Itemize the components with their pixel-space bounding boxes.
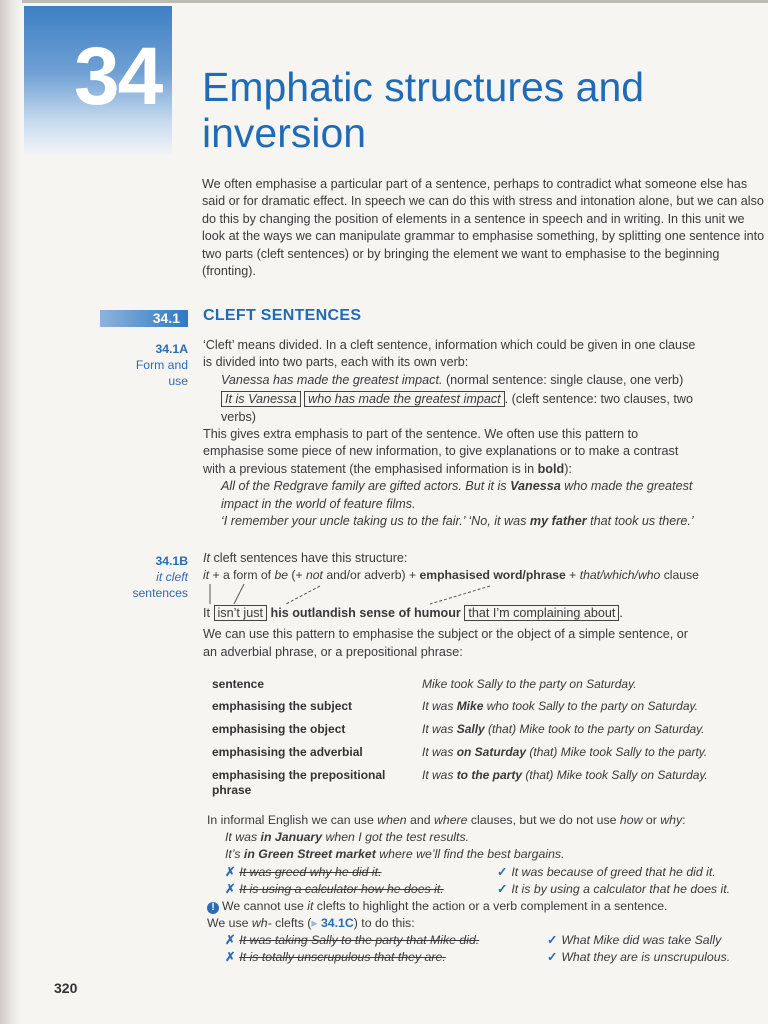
sidebar-34-1a	[118, 341, 188, 389]
right-example	[497, 864, 716, 881]
text-span: or	[642, 813, 661, 827]
subsection-number: 34.1B	[155, 554, 188, 568]
top-rule	[0, 0, 768, 3]
text-line: We can use this pattern to emphasise the subject or the object of a simple sentence, or	[203, 627, 688, 642]
informal-english-section	[207, 812, 768, 966]
subsection-number: 34.1A	[155, 342, 188, 356]
text-line	[203, 426, 768, 443]
wrong-example	[225, 864, 381, 881]
text-line	[203, 443, 768, 460]
text-span: clause	[660, 568, 699, 583]
row-example: Mike took Sally to the party on Saturday.	[422, 677, 637, 691]
example-text: Vanessa has made the greatest impact.	[221, 372, 443, 387]
text-span: where	[433, 813, 468, 827]
text-span: In informal English we can use	[207, 813, 378, 827]
subsection-label: sentences	[132, 586, 188, 600]
sidebar-34-1b	[118, 553, 188, 601]
text-span: It’s	[225, 847, 244, 862]
row-label	[212, 768, 412, 798]
example-pair	[207, 949, 768, 966]
cross-icon: ✗	[225, 881, 236, 896]
warning-icon: !	[207, 902, 219, 914]
row-label: emphasising the object	[212, 722, 346, 736]
text-span: and	[406, 813, 434, 827]
example-note: verbs)	[221, 409, 256, 424]
title-line-2: inversion	[202, 110, 367, 156]
example-cleft	[203, 391, 768, 408]
text-span: .	[619, 605, 623, 620]
text-line	[203, 550, 768, 567]
text-span: It was	[422, 722, 457, 736]
cross-reference-arrow-icon: ▸	[311, 915, 321, 930]
example-normal	[203, 372, 768, 389]
text-span: when I got the test results.	[322, 830, 470, 845]
row-label: emphasising the adverbial	[212, 745, 363, 759]
example-redgrave	[203, 478, 768, 495]
section-number-bar	[100, 310, 188, 327]
text-span: that took us there.’	[586, 514, 694, 529]
text-span: It was	[422, 699, 457, 713]
text-span: It was	[422, 768, 457, 782]
cross-icon: ✗	[225, 950, 236, 965]
text-span: emphasise some piece of new information, to give explanations or to make a contrast	[203, 444, 679, 459]
text-line	[207, 915, 768, 932]
boxed-clause: that I’m complaining about	[464, 605, 619, 621]
example-pair	[207, 881, 768, 898]
text-span: who made the greatest	[560, 479, 693, 494]
text-span: It was taking Sally to the party that Mike did.	[239, 933, 480, 948]
text-span: clefts (	[271, 915, 312, 930]
example-pair	[207, 932, 768, 949]
example-january	[207, 829, 768, 846]
text-span: :	[682, 813, 686, 827]
text-span: who took Sally to the party on Saturday.	[483, 699, 698, 713]
bold-text: my father	[529, 514, 587, 529]
page-number: 320	[54, 980, 78, 996]
unit-number-block	[24, 6, 172, 154]
text-span: where we’ll find the best bargains.	[375, 847, 565, 862]
text-span: and/or adverb) +	[322, 568, 420, 583]
text-span: why	[660, 813, 683, 827]
intro-paragraph: We often emphasise a particular part of a sentence, perhaps to contradict what someone else has said or for dramatic effect. In speech we can do this with stress and intonation alone, but we can also do this by changing the position of elements in a sentence in speech and in writing. In this unit we look at the ways we can manipulate grammar to emphasise something, by splitting one sentence into two parts (cleft sentences) or by bringing the element we want to emphasise to the beginning (fronting).	[202, 177, 765, 279]
example-note: . (cleft sentence: two clauses, two	[504, 392, 693, 407]
row-label: emphasising the subject	[212, 699, 353, 713]
text-span: how	[619, 813, 643, 827]
text-span: What Mike did was take Sally	[561, 933, 722, 948]
text-span: wh-	[251, 915, 272, 930]
unit-number: 34	[74, 31, 162, 122]
row-example	[422, 745, 768, 760]
text-span: It was	[422, 745, 457, 759]
text-line: an adverbial phrase, or a prepositional phrase:	[203, 644, 463, 659]
text-span: it	[307, 898, 314, 913]
row-example	[422, 699, 768, 714]
example-uncle	[203, 513, 768, 530]
row-example	[422, 722, 768, 737]
bold-text: Mike	[456, 699, 484, 713]
row-label: sentence	[212, 677, 265, 691]
text-span: What they are is unscrupulous.	[561, 950, 731, 965]
text-span: This gives extra emphasis to part of the sentence. We often use this pattern to	[203, 427, 639, 442]
text-span: (that) Mike took Sally on Saturday.	[522, 768, 708, 782]
text-span: clefts to highlight the action or a verb complement in a sentence.	[313, 898, 668, 913]
text-line	[203, 461, 768, 478]
page-title	[202, 64, 644, 156]
arrow-line	[286, 586, 320, 604]
text-span: It was	[225, 830, 261, 845]
row-example	[422, 768, 768, 783]
text-span: It was greed why he did it.	[239, 864, 382, 879]
section-number: 34.1	[152, 310, 180, 326]
text-line	[207, 812, 768, 829]
right-example	[497, 881, 730, 898]
wrong-example	[225, 949, 446, 966]
text-span: when	[377, 813, 407, 827]
boxed-clause: who has made the greatest impact	[304, 391, 505, 407]
arrow-line	[234, 584, 244, 604]
cleft-definition	[203, 337, 768, 530]
text-span: it	[203, 568, 210, 583]
structure-arrows	[200, 582, 500, 612]
bold-text: Sally	[456, 722, 485, 736]
book-spine-shadow	[0, 0, 22, 1024]
section-title: CLEFT SENTENCES	[203, 307, 362, 324]
text-span: It is using a calculator how he does it.	[239, 881, 444, 896]
subsection-label: it cleft	[156, 570, 188, 584]
text-span: It	[203, 605, 214, 620]
boxed-clause: isn’t just	[214, 605, 268, 621]
text-line: is divided into two parts, each with its own verb:	[203, 355, 469, 370]
text-span: not	[305, 568, 323, 583]
bold-text: emphasised word/phrase	[419, 568, 566, 583]
subsection-label: use	[168, 374, 188, 388]
text-span: +	[565, 568, 580, 583]
text-span: We cannot use	[222, 898, 308, 913]
text-span: ) to do this:	[353, 915, 415, 930]
text-span: It	[203, 551, 210, 565]
text-span: (that) Mike took Sally to the party.	[526, 745, 708, 759]
check-icon: ✓	[547, 933, 558, 948]
wrong-example	[225, 932, 479, 949]
bold-text: Vanessa	[510, 479, 561, 494]
text-span: (+	[288, 568, 306, 583]
bold-text: his outlandish sense of humour	[267, 605, 465, 620]
right-example	[547, 949, 730, 966]
boxed-clause: It is Vanessa	[221, 391, 301, 407]
check-icon: ✓	[547, 950, 558, 965]
cross-icon: ✗	[225, 933, 236, 948]
text-span: phrase	[212, 783, 252, 797]
check-icon: ✓	[497, 864, 508, 879]
example-redgrave-cont: impact in the world of feature films.	[221, 496, 416, 511]
example-pair	[207, 864, 768, 881]
bold-text: in January	[260, 830, 323, 845]
text-span: ‘I remember your uncle taking us to the fair.’ ‘No, it was	[221, 514, 530, 529]
text-span: It is by using a calculator that he does it.	[511, 881, 731, 896]
bold-text: to the party	[456, 768, 523, 782]
text-span: All of the Redgrave family are gifted actors. But it is	[221, 479, 511, 494]
example-note: (normal sentence: single clause, one verb)	[442, 372, 684, 387]
text-span: be	[274, 568, 289, 583]
warning-line	[207, 898, 768, 915]
text-span: It was because of greed that he did it.	[511, 864, 716, 879]
text-span: It is totally unscrupulous that they are.	[239, 950, 446, 965]
check-icon: ✓	[497, 881, 508, 896]
text-span: with a previous statement (the emphasised information is in	[203, 461, 538, 476]
bold-text: on Saturday	[456, 745, 527, 759]
text-span: that/which/who	[579, 568, 661, 583]
subsection-label: Form and	[135, 358, 188, 372]
cross-icon: ✗	[225, 864, 236, 879]
text-span: We use	[207, 915, 252, 930]
text-span: cleft sentences have this structure:	[210, 551, 408, 565]
bold-text: in Green Street market	[243, 847, 376, 862]
text-span: emphasising the prepositional	[212, 768, 386, 782]
cross-reference-link[interactable]: 34.1C	[320, 915, 354, 930]
text-span: ):	[564, 461, 572, 476]
text-span: clauses, but we do not use	[467, 813, 620, 827]
text-line: ‘Cleft’ means divided. In a cleft sentence, information which could be given in one clause	[203, 338, 696, 352]
example-green-street	[207, 846, 768, 863]
bold-text: bold	[537, 461, 565, 476]
right-example	[547, 932, 721, 949]
text-span: (that) Mike took to the party on Saturday.	[484, 722, 705, 736]
arrow-line	[430, 586, 490, 604]
wrong-example	[225, 881, 444, 898]
title-line-1: Emphatic structures and	[202, 64, 645, 110]
text-span: + a form of	[209, 568, 275, 583]
